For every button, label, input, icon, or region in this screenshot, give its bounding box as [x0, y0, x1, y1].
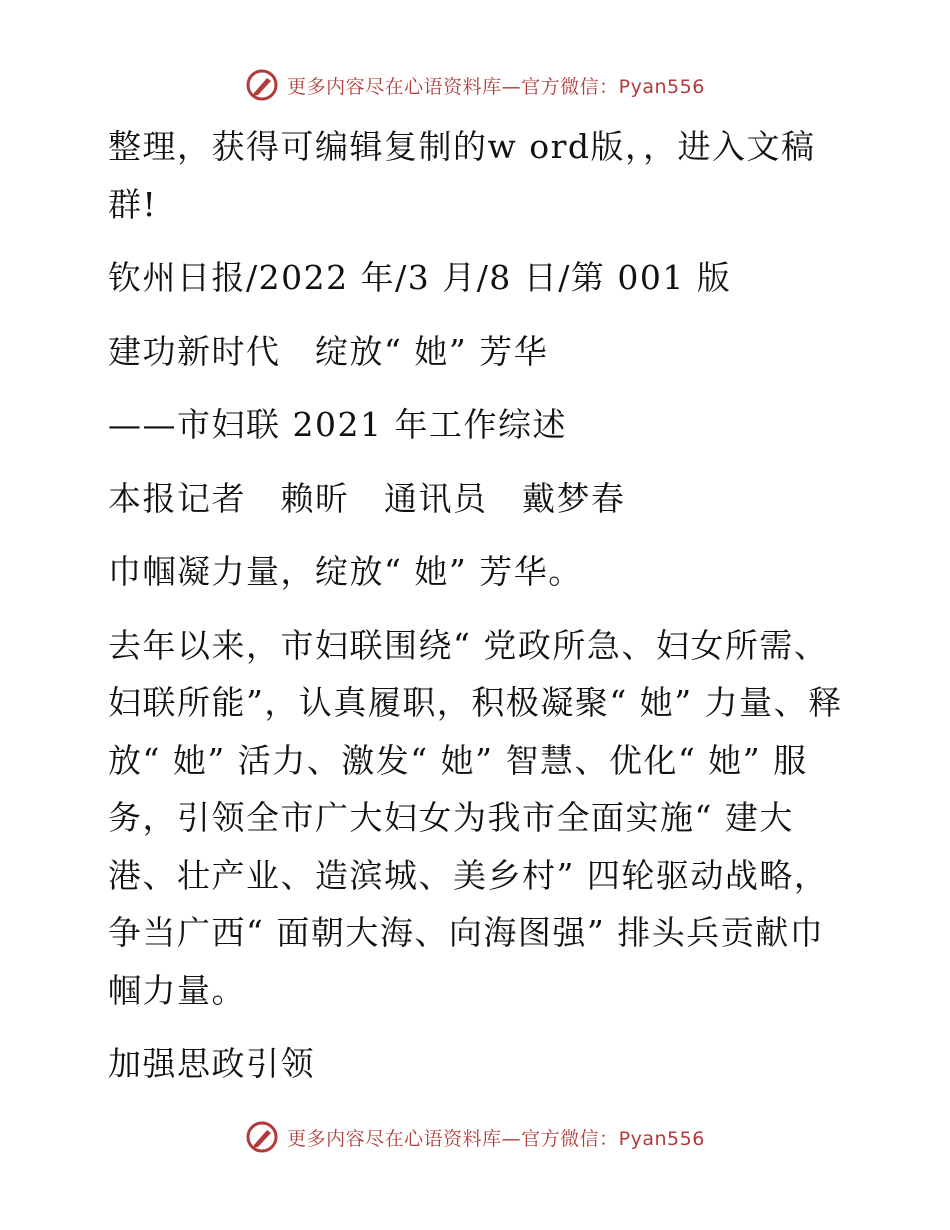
article-title: 建功新时代 绽放“ 她” 芳华 [108, 331, 549, 371]
section-heading: 加强思政引领 [108, 1044, 315, 1083]
pen-quill-icon [245, 68, 279, 102]
document-body [96, 118, 856, 1109]
paragraph-body: 去年以来，市妇联围绕“ 党政所急、妇女所需、妇联所能”，认真履职，积极凝聚“ 她” 力量、释放“ 她” 活力、激发“ 她” 智慧、优化“ 她” 服务，引领全市广大妇女为我市全面实施“ 建大港、壮产业、造滨城、美乡村” 四轮驱动战略，争当广西“ 面朝大海、向海图强” 排头兵贡献巾帼力量。 [108, 625, 843, 1010]
pen-quill-icon [245, 1120, 279, 1154]
header-banner [0, 68, 950, 102]
paragraph-lead: 巾帼凝力量，绽放“ 她” 芳华。 [108, 552, 583, 591]
banner-text: 更多内容尽在心语资料库—官方微信：Pyan556 [287, 1127, 705, 1150]
byline: 本报记者 赖昕 通讯员 戴梦春 [108, 478, 626, 518]
paragraph-intro: 整理，获得可编辑复制的w ord版，，进入文稿群! [108, 127, 816, 224]
paragraph-source: 钦州日报/2022 年/3 月/8 日/第 001 版 [108, 258, 732, 297]
banner-text: 更多内容尽在心语资料库—官方微信：Pyan556 [287, 75, 705, 98]
footer-banner [0, 1120, 950, 1154]
article-subtitle: ——市妇联 2021 年工作综述 [108, 405, 567, 444]
